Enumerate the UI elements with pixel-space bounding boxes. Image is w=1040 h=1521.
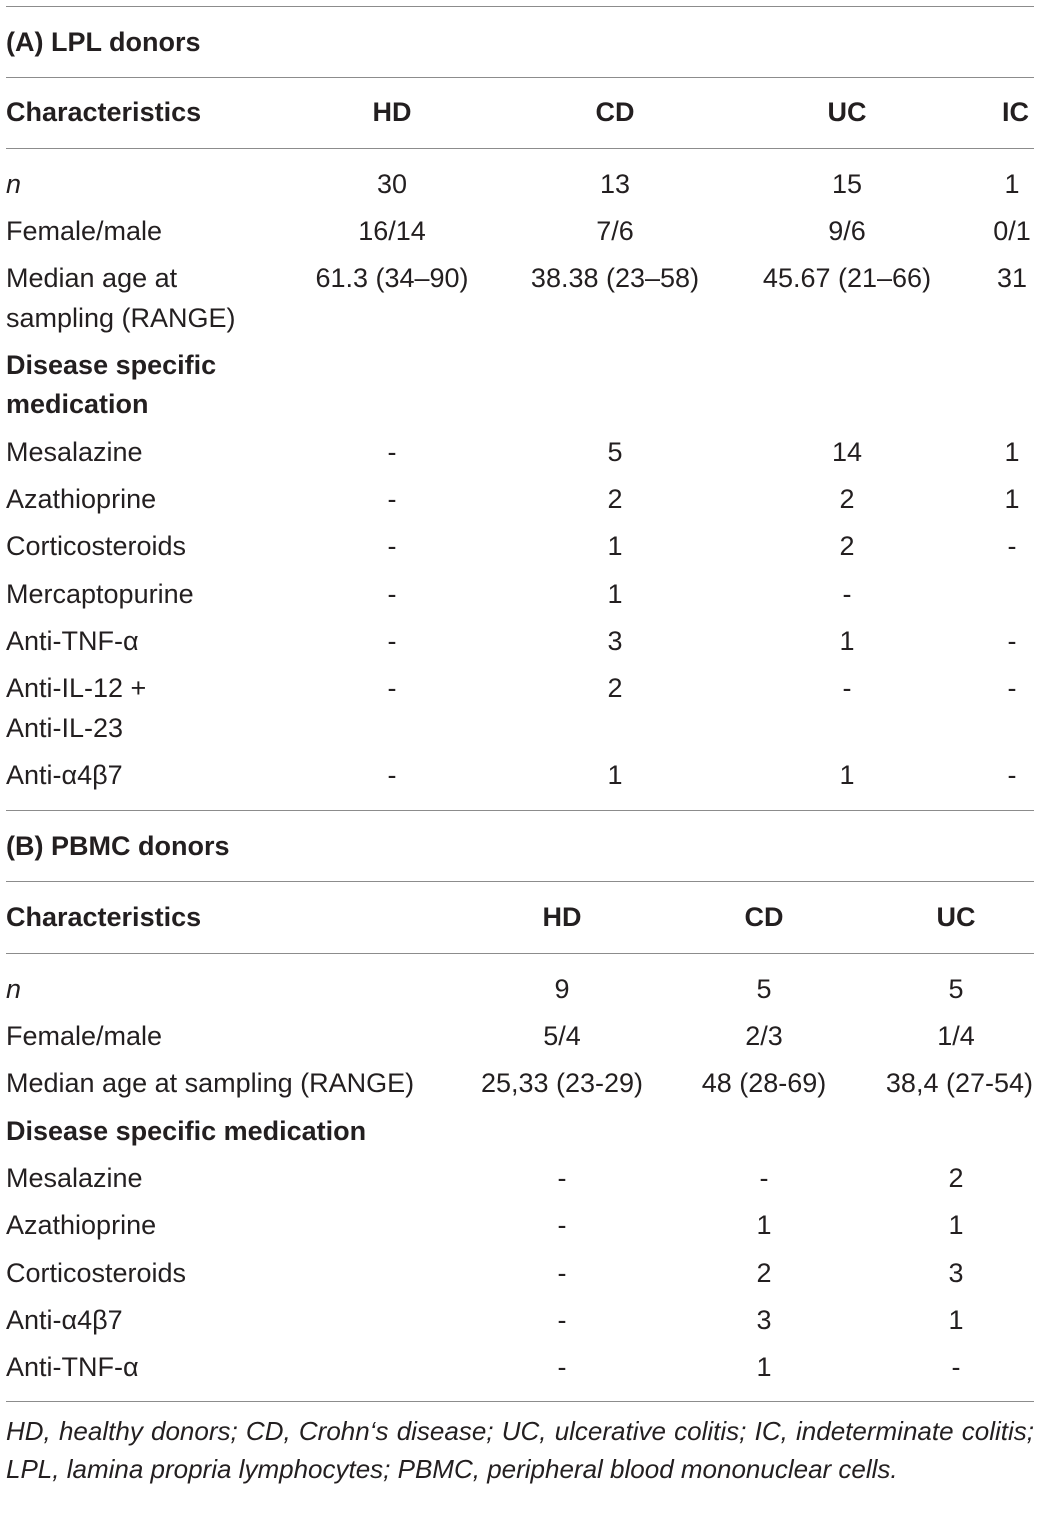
cell-ic: 1	[1004, 437, 1020, 467]
cell-uc: 2	[839, 531, 855, 561]
divider	[6, 810, 1034, 811]
cell-cd: 3	[607, 626, 623, 656]
divider	[6, 953, 1034, 954]
cell-cd: 7/6	[596, 216, 634, 246]
cell-hd: 16/14	[358, 216, 426, 246]
cell-uc: 5	[948, 974, 964, 1004]
cell-uc: 1	[839, 760, 855, 790]
row-label-continued: sampling (RANGE)	[6, 303, 236, 333]
cell-uc: 9/6	[828, 216, 866, 246]
cell-uc: 38,4 (27-54)	[885, 1068, 1033, 1098]
cell-uc: 45.67 (21–66)	[762, 263, 932, 293]
cell-uc: 1	[948, 1305, 964, 1335]
cell-hd: 61.3 (34–90)	[315, 263, 469, 293]
row-label: Azathioprine	[6, 1210, 157, 1240]
cell-uc: 3	[948, 1258, 964, 1288]
section-a-title: (A) LPL donors	[6, 27, 201, 57]
cell-hd: 5/4	[543, 1021, 581, 1051]
cell-ic: -	[1007, 531, 1017, 561]
row-label: n	[6, 169, 22, 199]
cell-uc: -	[842, 579, 852, 609]
row-label: Corticosteroids	[6, 531, 187, 561]
cell-hd: -	[387, 626, 397, 656]
medication-heading: Disease specific medication	[6, 1116, 367, 1146]
cell-cd: 13	[599, 169, 631, 199]
row-label: Azathioprine	[6, 484, 157, 514]
cell-uc: -	[951, 1352, 961, 1382]
cell-cd: 38.38 (23–58)	[530, 263, 700, 293]
row-label: Median age at	[6, 263, 178, 293]
cell-ic: 31	[996, 263, 1028, 293]
cell-uc: 15	[831, 169, 863, 199]
cell-hd: -	[387, 579, 397, 609]
cell-cd: 1	[607, 531, 623, 561]
row-label: n	[6, 974, 22, 1004]
cell-cd: -	[759, 1163, 769, 1193]
cell-hd: -	[557, 1352, 567, 1382]
cell-ic: 0/1	[993, 216, 1031, 246]
cell-cd: 3	[756, 1305, 772, 1335]
header-ic: IC	[1002, 97, 1029, 127]
cell-cd: 1	[756, 1352, 772, 1382]
row-label: Corticosteroids	[6, 1258, 187, 1288]
cell-ic: -	[1007, 760, 1017, 790]
medication-heading-continued: medication	[6, 389, 149, 419]
cell-hd: -	[387, 760, 397, 790]
cell-cd: 5	[607, 437, 623, 467]
row-label: Female/male	[6, 216, 163, 246]
cell-hd: -	[557, 1210, 567, 1240]
cell-uc: 14	[831, 437, 863, 467]
row-label: Mesalazine	[6, 1163, 143, 1193]
cell-cd: 48 (28-69)	[701, 1068, 827, 1098]
row-label-continued: Anti-IL-23	[6, 713, 124, 743]
cell-cd: 2	[607, 673, 623, 703]
cell-uc: 1	[948, 1210, 964, 1240]
row-label: Female/male	[6, 1021, 163, 1051]
cell-hd: -	[387, 531, 397, 561]
bottom-rule	[6, 1401, 1034, 1402]
cell-cd: 1	[607, 760, 623, 790]
header-uc: UC	[827, 97, 867, 127]
medication-heading: Disease specific	[6, 350, 217, 380]
cell-cd: 1	[756, 1210, 772, 1240]
cell-cd: 2	[756, 1258, 772, 1288]
divider	[6, 148, 1034, 149]
header-characteristics: Characteristics	[6, 902, 202, 932]
cell-hd: -	[557, 1163, 567, 1193]
cell-cd: 2	[607, 484, 623, 514]
divider	[6, 881, 1034, 882]
cell-hd: -	[387, 437, 397, 467]
cell-uc: 2	[948, 1163, 964, 1193]
divider	[6, 77, 1034, 78]
row-label: Mercaptopurine	[6, 579, 194, 609]
cell-hd: 30	[376, 169, 408, 199]
cell-cd: 2/3	[745, 1021, 783, 1051]
cell-ic: -	[1007, 673, 1017, 703]
section-b-title: (B) PBMC donors	[6, 831, 230, 861]
cell-hd: 9	[554, 974, 570, 1004]
row-label: Median age at sampling (RANGE)	[6, 1068, 415, 1098]
cell-ic: 1	[1004, 484, 1020, 514]
cell-hd: -	[387, 673, 397, 703]
header-hd: HD	[372, 97, 412, 127]
cell-cd: 1	[607, 579, 623, 609]
row-label: Anti-α4β7	[6, 760, 123, 790]
cell-ic: -	[1007, 626, 1017, 656]
cell-uc: 1/4	[937, 1021, 975, 1051]
header-cd: CD	[595, 97, 635, 127]
cell-uc: -	[842, 673, 852, 703]
cell-cd: 5	[756, 974, 772, 1004]
cell-uc: 2	[839, 484, 855, 514]
top-rule	[6, 6, 1034, 7]
cell-uc: 1	[839, 626, 855, 656]
row-label: Anti-TNF-α	[6, 626, 139, 656]
table-footnote: HD, healthy donors; CD, Crohn‘s disease; UC, ulcerative colitis; IC, indeterminate colitis; LPL, lamina propria lymphocytes; PBMC, peripheral blood mononuclear cells.	[6, 1416, 1034, 1484]
row-label: Anti-α4β7	[6, 1305, 123, 1335]
header-characteristics: Characteristics	[6, 97, 202, 127]
cell-hd: -	[557, 1305, 567, 1335]
header-uc: UC	[936, 902, 976, 932]
row-label: Mesalazine	[6, 437, 143, 467]
header-hd: HD	[542, 902, 582, 932]
cell-hd: 25,33 (23-29)	[480, 1068, 644, 1098]
row-label: Anti-TNF-α	[6, 1352, 139, 1382]
row-label: Anti-IL-12 +	[6, 673, 147, 703]
header-cd: CD	[744, 902, 784, 932]
cell-hd: -	[387, 484, 397, 514]
cell-ic: 1	[1004, 169, 1020, 199]
cell-hd: -	[557, 1258, 567, 1288]
